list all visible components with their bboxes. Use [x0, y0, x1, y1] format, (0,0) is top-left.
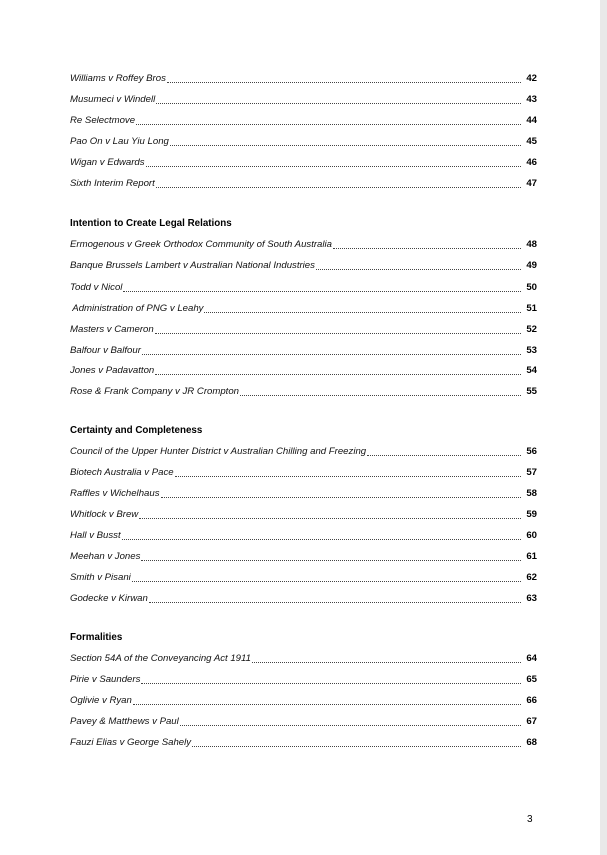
entry-title: Masters v Cameron — [70, 324, 154, 335]
section-heading: Formalities — [70, 632, 123, 643]
dot-leader — [175, 475, 521, 477]
entry-page: 62 — [526, 572, 537, 583]
entry-title: Oglivie v Ryan — [70, 695, 132, 706]
entry-page: 52 — [526, 324, 537, 335]
toc-entry[interactable] — [70, 383, 537, 398]
entry-page: 65 — [526, 674, 537, 685]
dot-leader — [122, 538, 521, 540]
toc-entry[interactable] — [70, 279, 537, 294]
entry-title: Wigan v Edwards — [70, 157, 145, 168]
entry-title: Council of the Upper Hunter District v Australian Chilling and Freezing — [70, 446, 367, 457]
toc-entry[interactable] — [70, 91, 537, 106]
entry-title: Jones v Padavatton — [70, 365, 155, 376]
dot-leader — [132, 580, 521, 582]
entry-page: 47 — [526, 178, 537, 189]
entry-title: Godecke v Kirwan — [70, 593, 148, 604]
entry-title: Biotech Australia v Pace — [70, 467, 174, 478]
entry-page: 42 — [526, 73, 537, 84]
entry-page: 57 — [526, 467, 537, 478]
entry-page: 55 — [526, 386, 537, 397]
dot-leader — [240, 394, 521, 396]
entry-title: Pao On v Lau Yiu Long — [70, 136, 169, 147]
dot-leader — [252, 661, 521, 663]
toc-entry[interactable] — [70, 321, 537, 336]
entry-page: 56 — [526, 446, 537, 457]
toc-entry[interactable] — [70, 527, 537, 542]
entry-page: 63 — [526, 593, 537, 604]
entry-page: 43 — [526, 94, 537, 105]
page-number: 3 — [527, 814, 533, 825]
entry-title: Section 54A of the Conveyancing Act 1911 — [70, 653, 251, 664]
entry-title: Todd v Nicol — [70, 282, 123, 293]
entry-title: Rose & Frank Company v JR Crompton — [70, 386, 240, 397]
entry-title: Meehan v Jones — [70, 551, 141, 562]
section-heading: Certainty and Completeness — [70, 425, 203, 436]
entry-page: 48 — [526, 239, 537, 250]
dot-leader — [133, 703, 521, 705]
toc-entry[interactable] — [70, 734, 537, 749]
dot-leader — [161, 496, 522, 498]
entry-title: Administration of PNG v Leahy — [70, 303, 204, 314]
entry-page: 54 — [526, 365, 537, 376]
dot-leader — [156, 186, 521, 188]
toc-entry[interactable] — [70, 485, 537, 500]
entry-title: Sixth Interim Report — [70, 178, 155, 189]
dot-leader — [204, 311, 521, 313]
dot-leader — [141, 559, 521, 561]
entry-title: Hall v Busst — [70, 530, 121, 541]
entry-page: 61 — [526, 551, 537, 562]
toc-entry[interactable] — [70, 506, 537, 521]
entry-title: Smith v Pisani — [70, 572, 131, 583]
toc-entry[interactable] — [70, 362, 537, 377]
entry-title: Balfour v Balfour — [70, 345, 141, 356]
dot-leader — [146, 165, 521, 167]
toc-entry[interactable] — [70, 175, 537, 190]
entry-page: 67 — [526, 716, 537, 727]
toc-entry[interactable] — [70, 154, 537, 169]
entry-page: 49 — [526, 260, 537, 271]
entry-page: 44 — [526, 115, 537, 126]
dot-leader — [155, 373, 521, 375]
entry-title: Fauzi Elias v George Sahely — [70, 737, 192, 748]
toc-entry[interactable] — [70, 342, 537, 357]
entry-title: Ermogenous v Greek Orthodox Community of South Australia — [70, 239, 332, 250]
entry-page: 51 — [526, 303, 537, 314]
toc-entry[interactable] — [70, 70, 537, 85]
entry-title: Pavey & Matthews v Paul — [70, 716, 179, 727]
entry-title: Musumeci v Windell — [70, 94, 156, 105]
dot-leader — [155, 332, 521, 334]
toc-entry[interactable] — [70, 464, 537, 479]
toc-entry[interactable] — [70, 713, 537, 728]
entry-page: 59 — [526, 509, 537, 520]
dot-leader — [123, 290, 521, 292]
dot-leader — [149, 601, 521, 603]
toc-entry[interactable] — [70, 443, 537, 458]
dot-leader — [316, 268, 521, 270]
dot-leader — [333, 247, 521, 249]
section-heading: Intention to Create Legal Relations — [70, 218, 232, 229]
dot-leader — [141, 682, 521, 684]
toc-entry[interactable] — [70, 300, 537, 315]
toc-entry[interactable] — [70, 236, 537, 251]
toc-entry[interactable] — [70, 112, 537, 127]
page-edge — [600, 0, 607, 855]
entry-title: Whitlock v Brew — [70, 509, 139, 520]
dot-leader — [367, 454, 521, 456]
dot-leader — [170, 144, 521, 146]
dot-leader — [139, 517, 521, 519]
toc-entry[interactable] — [70, 133, 537, 148]
toc-entry[interactable] — [70, 569, 537, 584]
entry-page: 45 — [526, 136, 537, 147]
entry-title: Pirie v Saunders — [70, 674, 141, 685]
toc-entry[interactable] — [70, 257, 537, 272]
toc-entry[interactable] — [70, 650, 537, 665]
entry-title: Re Selectmove — [70, 115, 136, 126]
toc-entry[interactable] — [70, 671, 537, 686]
entry-page: 46 — [526, 157, 537, 168]
entry-title: Williams v Roffey Bros — [70, 73, 166, 84]
entry-page: 50 — [526, 282, 537, 293]
entry-page: 68 — [526, 737, 537, 748]
dot-leader — [142, 353, 521, 355]
toc-entry[interactable] — [70, 692, 537, 707]
dot-leader — [192, 745, 521, 747]
dot-leader — [180, 724, 521, 726]
entry-title: Raffles v Wichelhaus — [70, 488, 160, 499]
toc-entry[interactable] — [70, 548, 537, 563]
dot-leader — [167, 81, 521, 83]
entry-title: Banque Brussels Lambert v Australian National Industries — [70, 260, 315, 271]
entry-page: 58 — [526, 488, 537, 499]
entry-page: 53 — [526, 345, 537, 356]
dot-leader — [156, 102, 521, 104]
entry-page: 64 — [526, 653, 537, 664]
entry-page: 66 — [526, 695, 537, 706]
dot-leader — [136, 123, 521, 125]
toc-entry[interactable] — [70, 590, 537, 605]
entry-page: 60 — [526, 530, 537, 541]
